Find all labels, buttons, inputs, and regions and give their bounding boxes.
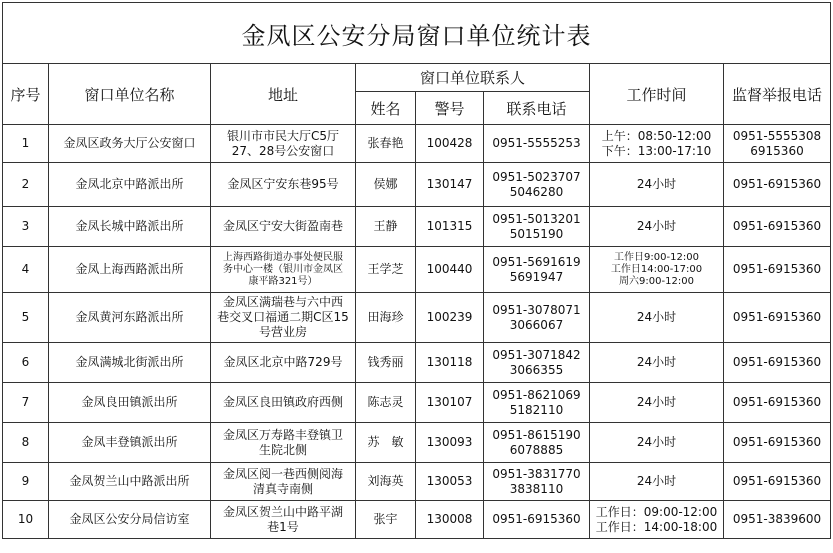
cell-report-phone — [724, 463, 831, 501]
cell-unit-name: 金凤区政务大厅公安窗口 — [49, 125, 211, 163]
cell-line: 0951-6915360 — [732, 219, 822, 233]
cell-hours — [590, 163, 724, 207]
cell-address — [211, 247, 356, 293]
cell-line: 工作日9:00-12:00 — [614, 251, 699, 263]
table-row — [3, 463, 831, 501]
table-row — [3, 501, 831, 539]
cell-report-phone — [724, 423, 831, 463]
cell-report-phone — [724, 125, 831, 163]
cell-hours — [590, 383, 724, 423]
cell-unit-name: 金凤丰登镇派出所 — [49, 423, 211, 463]
cell-phone — [484, 383, 590, 423]
cell-unit-name: 金凤上海西路派出所 — [49, 247, 211, 293]
cell-line: 0951-5555253 — [492, 136, 581, 150]
cell-badge: 130107 — [416, 383, 484, 423]
cell-report-phone — [724, 383, 831, 423]
cell-address — [211, 463, 356, 501]
cell-line: 0951-5023707 — [492, 169, 581, 184]
cell-line: 0951-3071842 — [492, 347, 581, 362]
cell-hours — [590, 207, 724, 247]
cell-line: 号营业房 — [258, 325, 307, 339]
table-row — [3, 247, 831, 293]
cell-badge: 100239 — [416, 293, 484, 343]
cell-line: 3066355 — [509, 362, 564, 377]
cell-badge: 130118 — [416, 343, 484, 383]
cell-line: 27、28号公安窗口 — [231, 143, 335, 158]
cell-line: 0951-6915360 — [732, 262, 822, 276]
cell-unit-name: 金凤区公安分局信访室 — [49, 501, 211, 539]
cell-phone — [484, 163, 590, 207]
cell-line: 金凤区宁安东巷95号 — [227, 177, 339, 191]
cell-line: 0951-5013201 — [492, 211, 581, 226]
cell-line: 下午：13:00-17:10 — [601, 143, 712, 158]
cell-line: 0951-5691619 — [492, 254, 581, 269]
cell-line: 0951-3078071 — [492, 302, 581, 317]
cell-line: 24小时 — [636, 395, 677, 409]
cell-unit-name: 金凤贺兰山中路派出所 — [49, 463, 211, 501]
cell-address — [211, 501, 356, 539]
table-row — [3, 125, 831, 163]
cell-line: 6078885 — [509, 442, 564, 457]
cell-report-phone — [724, 343, 831, 383]
table-row — [3, 293, 831, 343]
cell-line: 金凤区北京中路729号 — [223, 355, 343, 369]
cell-unit-name: 金凤黄河东路派出所 — [49, 293, 211, 343]
cell-line: 0951-6915360 — [732, 310, 822, 324]
cell-seq: 5 — [3, 293, 49, 343]
cell-line: 0951-6915360 — [732, 395, 822, 409]
cell-line: 0951-6915360 — [732, 474, 822, 488]
window-units-table — [2, 2, 831, 539]
cell-line: 24小时 — [636, 355, 677, 369]
cell-line: 0951-5555308 — [732, 128, 822, 143]
cell-hours — [590, 247, 724, 293]
table-row — [3, 207, 831, 247]
cell-address — [211, 207, 356, 247]
table-title: 金凤区公安分局窗口单位统计表 — [3, 3, 831, 64]
cell-line: 5691947 — [509, 269, 564, 284]
cell-badge: 130093 — [416, 423, 484, 463]
cell-name: 钱秀丽 — [356, 343, 416, 383]
header-contact-group: 窗口单位联系人 — [356, 64, 590, 92]
cell-line: 5015190 — [509, 226, 564, 241]
header-badge: 警号 — [416, 92, 484, 125]
cell-report-phone — [724, 207, 831, 247]
cell-line: 24小时 — [636, 474, 677, 488]
cell-name: 侯娜 — [356, 163, 416, 207]
cell-address — [211, 163, 356, 207]
table-row — [3, 423, 831, 463]
cell-line: 5182110 — [509, 402, 564, 417]
cell-line: 周六9:00-12:00 — [619, 275, 694, 287]
cell-name: 陈志灵 — [356, 383, 416, 423]
cell-line: 清真寺南侧 — [252, 481, 313, 496]
cell-hours — [590, 293, 724, 343]
cell-seq: 10 — [3, 501, 49, 539]
cell-hours — [590, 463, 724, 501]
cell-unit-name: 金凤满城北街派出所 — [49, 343, 211, 383]
cell-line: 6915360 — [750, 143, 804, 158]
cell-seq: 4 — [3, 247, 49, 293]
header-phone: 联系电话 — [484, 92, 590, 125]
cell-badge: 130053 — [416, 463, 484, 501]
cell-badge: 130147 — [416, 163, 484, 207]
cell-phone — [484, 247, 590, 293]
cell-seq: 8 — [3, 423, 49, 463]
cell-name: 张春艳 — [356, 125, 416, 163]
cell-line: 3066067 — [509, 317, 564, 332]
cell-phone — [484, 343, 590, 383]
cell-address — [211, 383, 356, 423]
cell-phone — [484, 501, 590, 539]
statistics-sheet — [2, 2, 831, 539]
table-row — [3, 163, 831, 207]
cell-phone — [484, 125, 590, 163]
cell-seq: 6 — [3, 343, 49, 383]
cell-hours — [590, 343, 724, 383]
table-row — [3, 383, 831, 423]
cell-badge: 101315 — [416, 207, 484, 247]
cell-line: 金凤区阅一巷西侧阅海 — [222, 466, 343, 481]
cell-name: 王静 — [356, 207, 416, 247]
cell-line: 0951-6915360 — [492, 512, 581, 526]
cell-address — [211, 343, 356, 383]
cell-phone — [484, 207, 590, 247]
cell-hours — [590, 501, 724, 539]
cell-line: 0951-3831770 — [492, 466, 581, 481]
cell-unit-name: 金凤北京中路派出所 — [49, 163, 211, 207]
cell-badge: 100428 — [416, 125, 484, 163]
header-name: 姓名 — [356, 92, 416, 125]
cell-line: 生院北侧 — [258, 442, 307, 457]
cell-line: 0951-3839600 — [732, 512, 822, 526]
cell-name: 张宇 — [356, 501, 416, 539]
cell-line: 0951-6915360 — [732, 355, 822, 369]
cell-line: 金凤区万寿路丰登镇卫 — [222, 427, 343, 442]
cell-line: 工作日：09:00-12:00 — [595, 504, 718, 519]
header-hours: 工作时间 — [590, 64, 724, 125]
cell-report-phone — [724, 247, 831, 293]
cell-line: 上海西路街道办事处便民服 — [223, 251, 343, 263]
cell-phone — [484, 423, 590, 463]
cell-hours — [590, 423, 724, 463]
cell-badge: 130008 — [416, 501, 484, 539]
cell-address — [211, 293, 356, 343]
cell-line: 金凤区贺兰山中路平湖 — [222, 504, 343, 519]
cell-line: 工作日14:00-17:00 — [610, 263, 703, 275]
cell-line: 巷交叉口福通二期C区15 — [217, 310, 349, 324]
header-report-phone: 监督举报电话 — [724, 64, 831, 125]
cell-seq: 9 — [3, 463, 49, 501]
cell-line: 0951-6915360 — [732, 435, 822, 449]
cell-seq: 7 — [3, 383, 49, 423]
cell-line: 金凤区宁安大街盈南巷 — [222, 219, 343, 233]
cell-line: 巷1号 — [267, 519, 299, 534]
cell-address — [211, 423, 356, 463]
header-address: 地址 — [211, 64, 356, 125]
cell-report-phone — [724, 293, 831, 343]
cell-seq: 3 — [3, 207, 49, 247]
cell-line: 3838110 — [509, 481, 564, 496]
cell-name: 苏 敏 — [356, 423, 416, 463]
cell-name: 刘海英 — [356, 463, 416, 501]
cell-line: 金凤区良田镇政府西侧 — [222, 395, 343, 409]
cell-badge: 100440 — [416, 247, 484, 293]
cell-report-phone — [724, 501, 831, 539]
cell-line: 0951-6915360 — [732, 177, 822, 191]
table-body — [3, 125, 831, 539]
cell-line: 0951-8621069 — [492, 387, 581, 402]
cell-phone — [484, 293, 590, 343]
cell-line: 工作日：14:00-18:00 — [595, 519, 718, 534]
cell-seq: 2 — [3, 163, 49, 207]
cell-line: 5046280 — [509, 184, 564, 199]
cell-name: 田海珍 — [356, 293, 416, 343]
cell-unit-name: 金凤长城中路派出所 — [49, 207, 211, 247]
cell-report-phone — [724, 163, 831, 207]
cell-name: 王学芝 — [356, 247, 416, 293]
cell-line: 上午：08:50-12:00 — [601, 128, 712, 143]
table-row — [3, 343, 831, 383]
header-seq: 序号 — [3, 64, 49, 125]
cell-line: 0951-8615190 — [492, 427, 581, 442]
cell-address — [211, 125, 356, 163]
cell-line: 银川市市民大厅C5厅 — [226, 128, 339, 143]
cell-line: 金凤区满瑞巷与六中西 — [222, 295, 343, 309]
cell-seq: 1 — [3, 125, 49, 163]
cell-unit-name: 金凤良田镇派出所 — [49, 383, 211, 423]
header-unit-name: 窗口单位名称 — [49, 64, 211, 125]
cell-line: 24小时 — [636, 219, 677, 233]
cell-line: 24小时 — [636, 310, 677, 324]
cell-line: 24小时 — [636, 177, 677, 191]
cell-phone — [484, 463, 590, 501]
cell-line: 康平路321号） — [248, 275, 318, 287]
cell-hours — [590, 125, 724, 163]
cell-line: 24小时 — [636, 435, 677, 449]
cell-line: 务中心一楼（银川市金凤区 — [223, 263, 343, 275]
